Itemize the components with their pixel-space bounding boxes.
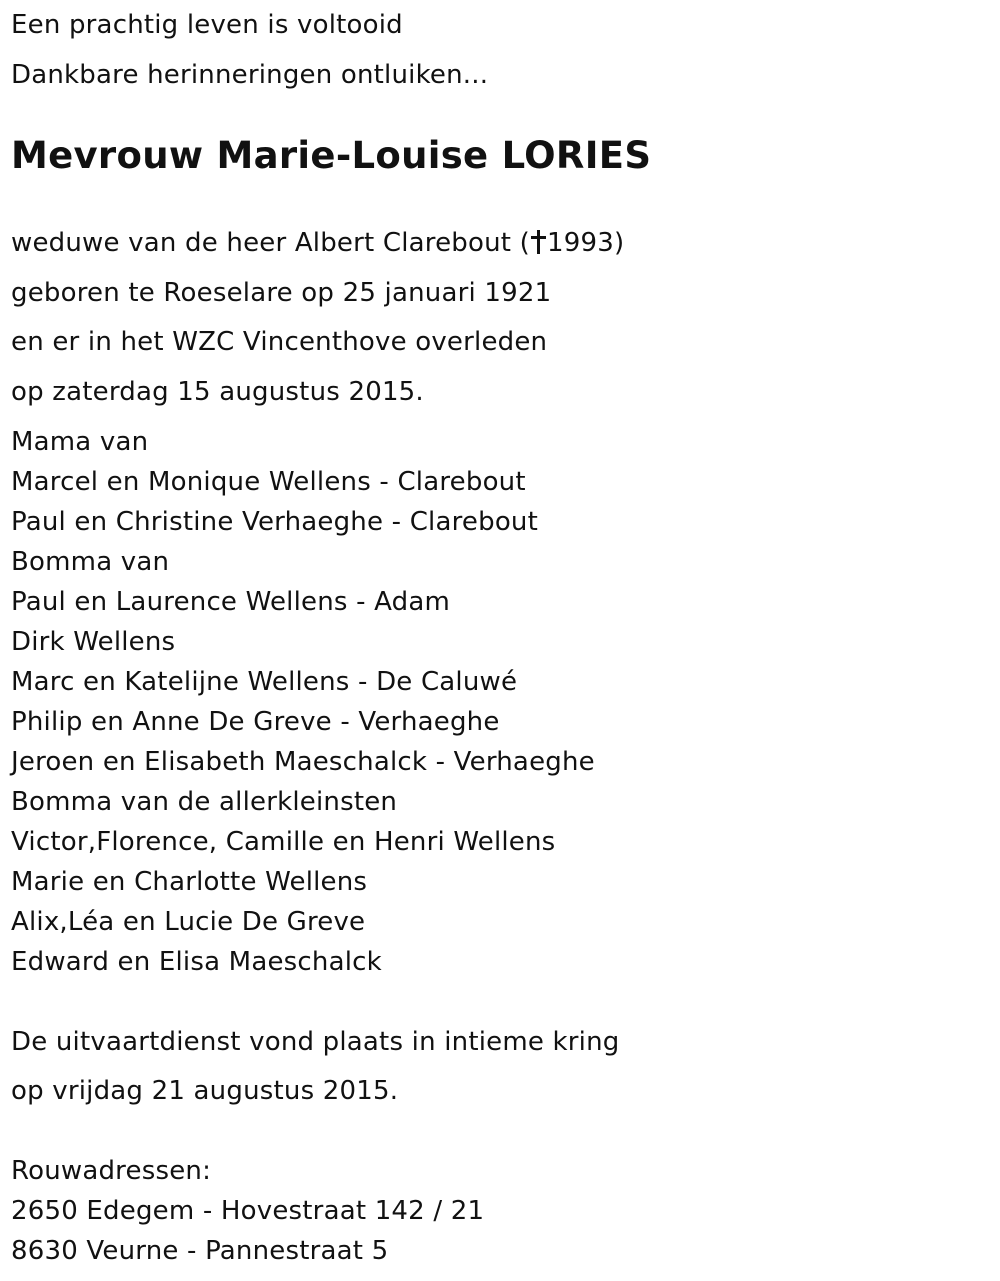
opening-line-2: Dankbare herinneringen ontluiken...	[11, 60, 489, 90]
address-line: 8630 Veurne - Pannestraat 5	[11, 1236, 389, 1266]
death-place-line: en er in het WZC Vincenthove overleden	[11, 327, 548, 357]
widow-line	[11, 223, 624, 263]
addresses-label: Rouwadressen:	[11, 1156, 212, 1186]
funeral-line-2: op vrijdag 21 augustus 2015.	[11, 1076, 399, 1106]
family-line: Marc en Katelijne Wellens - De Caluwé	[11, 667, 518, 697]
widow-text: weduwe van de heer Albert Clarebout (	[11, 228, 530, 258]
family-line: Marie en Charlotte Wellens	[11, 867, 368, 897]
cross-icon	[531, 230, 545, 254]
birth-line: geboren te Roeselare op 25 januari 1921	[11, 278, 552, 308]
family-line: Victor,Florence, Camille en Henri Wellens	[11, 827, 556, 857]
family-line: Marcel en Monique Wellens - Clarebout	[11, 467, 526, 497]
family-line: Philip en Anne De Greve - Verhaeghe	[11, 707, 500, 737]
opening-line-1: Een prachtig leven is voltooid	[11, 10, 403, 40]
address-line: 2650 Edegem - Hovestraat 142 / 21	[11, 1196, 485, 1226]
widow-year: 1993)	[547, 228, 625, 258]
family-line: Bomma van de allerkleinsten	[11, 787, 398, 817]
death-date-line: op zaterdag 15 augustus 2015.	[11, 377, 424, 407]
family-line: Edward en Elisa Maeschalck	[11, 947, 382, 977]
family-line: Alix,Léa en Lucie De Greve	[11, 907, 366, 937]
deceased-name: Mevrouw Marie-Louise LORIES	[11, 134, 652, 177]
family-line: Jeroen en Elisabeth Maeschalck - Verhaeghe	[11, 747, 595, 777]
family-line: Mama van	[11, 427, 149, 457]
family-line: Bomma van	[11, 547, 170, 577]
family-line: Paul en Christine Verhaeghe - Clarebout	[11, 507, 539, 537]
family-line: Paul en Laurence Wellens - Adam	[11, 587, 451, 617]
family-line: Dirk Wellens	[11, 627, 176, 657]
funeral-line-1: De uitvaartdienst vond plaats in intieme kring	[11, 1027, 620, 1057]
